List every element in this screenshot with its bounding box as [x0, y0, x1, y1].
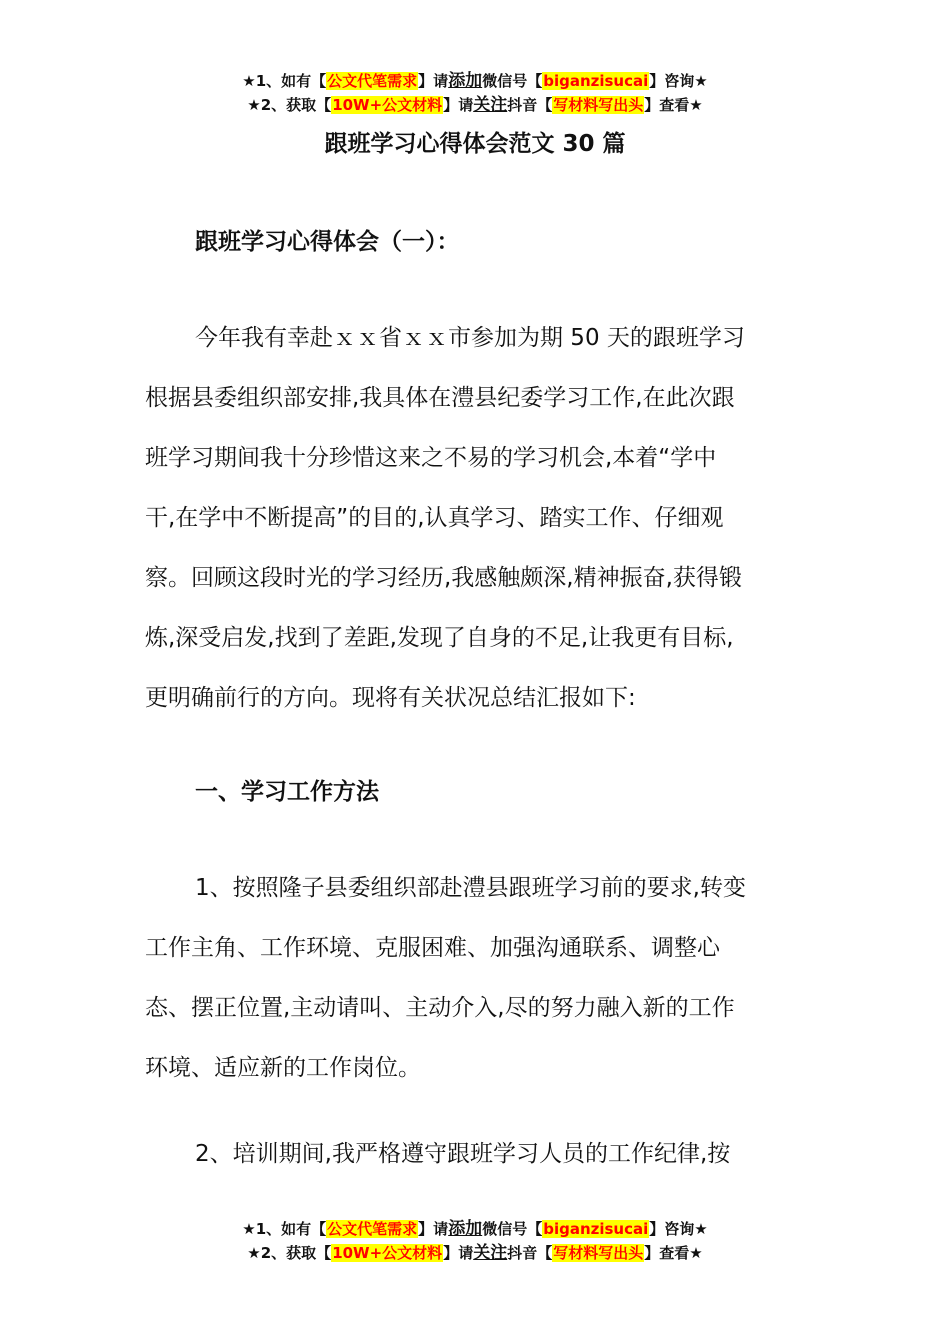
banner-text: 】咨询★ [649, 1220, 708, 1238]
paragraph-line: 更明确前行的方向。现将有关状况总结汇报如下: [145, 685, 636, 711]
banner-text: ★2、获取【 [247, 1244, 332, 1262]
banner-line-1 [0, 69, 950, 93]
douyin-account: 写材料写出头 [553, 1244, 644, 1262]
paragraph [145, 1124, 815, 1184]
paragraph-line: 炼,深受启发,找到了差距,发现了自身的不足,让我更有目标, [145, 625, 734, 651]
banner-text: 抖音【 [507, 96, 553, 114]
section-heading: 跟班学习心得体会（一）： [195, 229, 460, 255]
paragraph-line: 2、培训期间,我严格遵守跟班学习人员的工作纪律,按 [195, 1141, 731, 1167]
section-heading: 一、学习工作方法 [195, 779, 379, 805]
paragraph [145, 308, 815, 728]
footer-banner [0, 1217, 950, 1265]
paragraph-line: 班学习期间我十分珍惜这来之不易的学习机会,本着“学中 [145, 445, 717, 471]
highlighted-text: 公文代笔需求 [327, 72, 418, 90]
banner-text: ★1、如有【 [242, 1220, 327, 1238]
banner-line-2 [0, 93, 950, 117]
paragraph-line: 察。回顾这段时光的学习经历,我感触颇深,精神振奋,获得锻 [145, 565, 742, 591]
banner-text: 】查看★ [644, 1244, 703, 1262]
paragraph [145, 858, 815, 1098]
douyin-account: 写材料写出头 [553, 96, 644, 114]
banner-line-2 [0, 1241, 950, 1265]
banner-text: 】查看★ [644, 96, 703, 114]
banner-text: ★1、如有【 [242, 72, 327, 90]
paragraph-line: 今年我有幸赴ｘｘ省ｘｘ市参加为期 50 天的跟班学习 [195, 325, 745, 351]
underlined-text: 添加 [448, 1219, 483, 1239]
underlined-text: 关注 [473, 1243, 508, 1263]
document-title: 跟班学习心得体会范文 30 篇 [324, 131, 626, 157]
paragraph-line: 环境、适应新的工作岗位。 [145, 1055, 421, 1081]
banner-text: 微信号【 [482, 72, 543, 90]
highlighted-text: 10W+公文材料 [332, 1244, 443, 1262]
banner-text: 】请 [418, 72, 449, 90]
wechat-id: biganzisucai [543, 72, 649, 90]
header-banner [0, 69, 950, 117]
banner-text: 微信号【 [482, 1220, 543, 1238]
paragraph-line: 根据县委组织部安排,我具体在澧县纪委学习工作,在此次跟 [145, 385, 735, 411]
highlighted-text: 公文代笔需求 [327, 1220, 418, 1238]
banner-text: ★2、获取【 [247, 96, 332, 114]
banner-text: 】请 [418, 1220, 449, 1238]
banner-text: 抖音【 [507, 1244, 553, 1262]
highlighted-text: 10W+公文材料 [332, 96, 443, 114]
paragraph-line: 1、按照隆子县委组织部赴澧县跟班学习前的要求,转变 [195, 875, 746, 901]
paragraph-line: 态、摆正位置,主动请叫、主动介入,尽的努力融入新的工作 [145, 995, 735, 1021]
banner-text: 】请 [443, 1244, 474, 1262]
underlined-text: 关注 [473, 95, 508, 115]
underlined-text: 添加 [448, 71, 483, 91]
wechat-id: biganzisucai [543, 1220, 649, 1238]
banner-line-1 [0, 1217, 950, 1241]
banner-text: 】请 [443, 96, 474, 114]
paragraph-line: 工作主角、工作环境、克服困难、加强沟通联系、调整心 [145, 935, 720, 961]
banner-text: 】咨询★ [649, 72, 708, 90]
paragraph-line: 干,在学中不断提高”的目的,认真学习、踏实工作、仔细观 [145, 505, 724, 531]
